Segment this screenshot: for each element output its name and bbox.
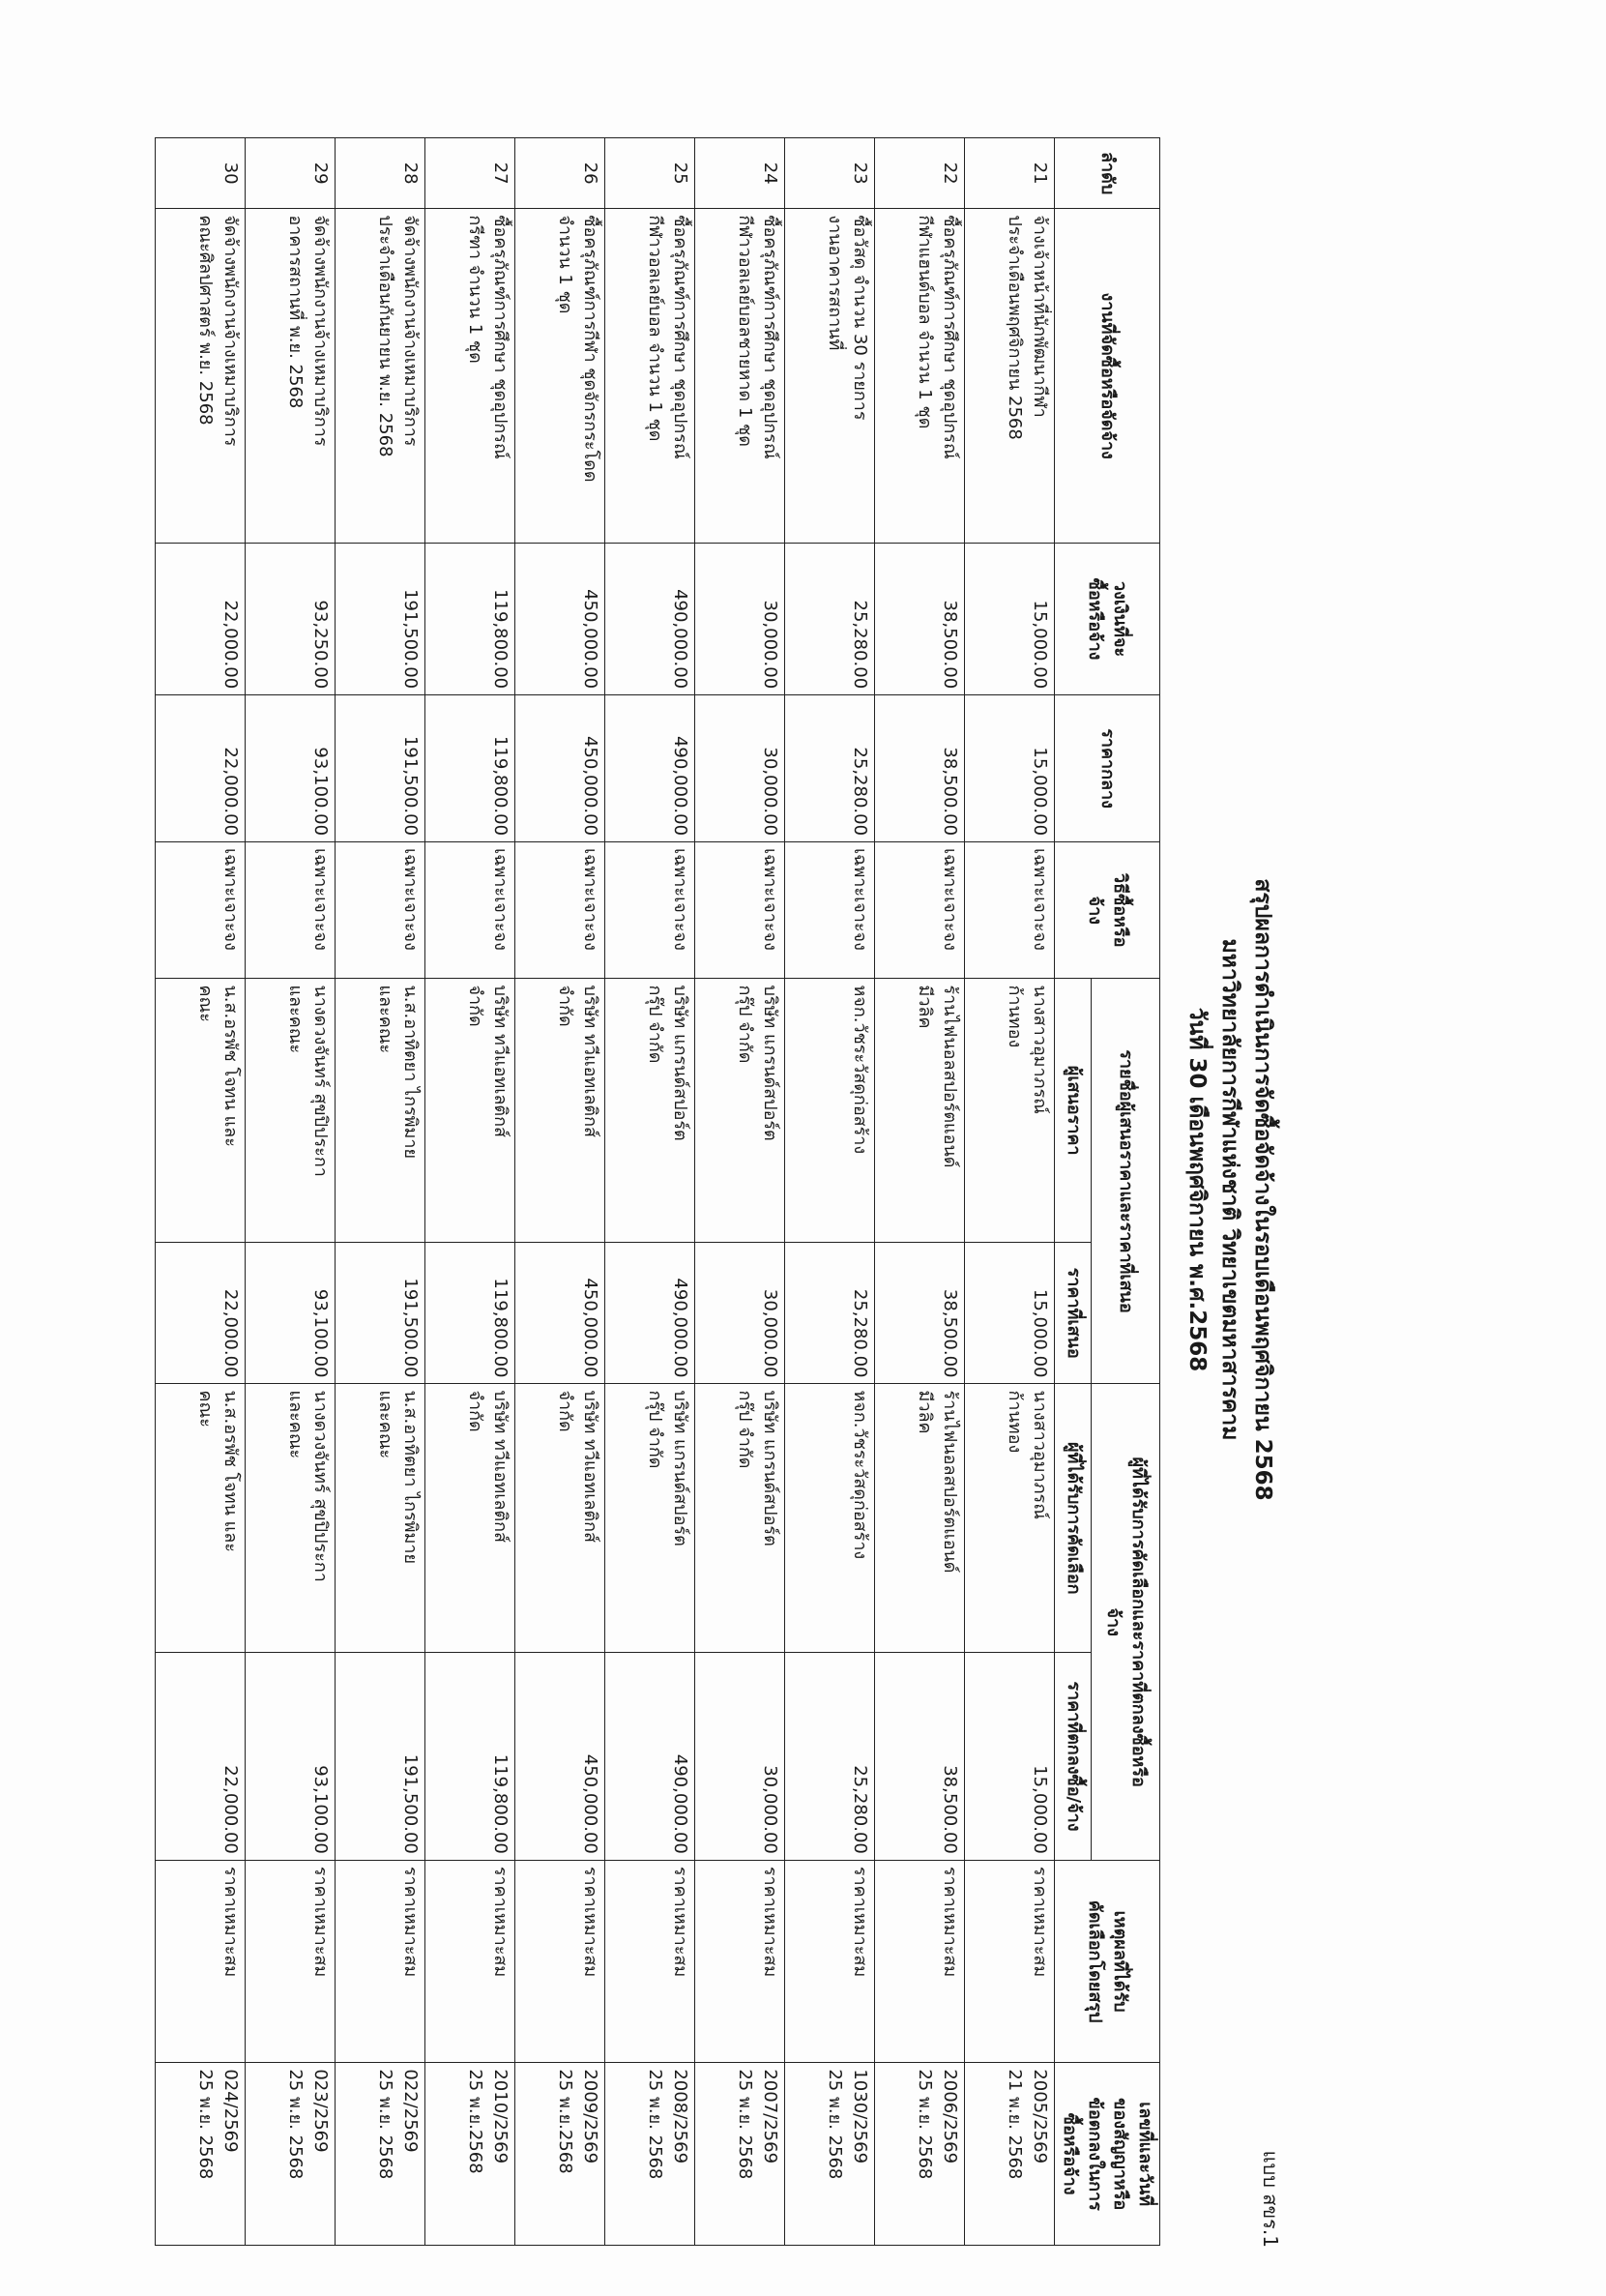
cell-selected: [336, 1384, 425, 1653]
cell-bidder: [515, 979, 605, 1242]
cell-budget: 30,000.00: [695, 544, 785, 695]
cell-no: 21: [965, 138, 1055, 209]
cell-contract-line: 024/2569: [220, 2069, 241, 2153]
table-row: [695, 138, 785, 2246]
cell-reason: ราคาเหมาะสม: [875, 1860, 965, 2063]
cell-bidder-line: ก้านทอง: [1005, 985, 1025, 1048]
cell-contract-line: 1030/2569: [850, 2069, 870, 2164]
cell-agreed-price: 22,000.00: [156, 1653, 246, 1861]
cell-selected-line: กรุ๊ป จำกัด: [645, 1390, 665, 1469]
cell-work: [785, 209, 875, 544]
cell-bidder-line: กรุ๊ป จำกัด: [735, 985, 755, 1064]
cell-selected-line: จำกัด: [465, 1390, 485, 1432]
cell-reason: ราคาเหมาะสม: [605, 1860, 695, 2063]
cell-work: [336, 209, 425, 544]
cell-median: 25,280.00: [785, 695, 875, 842]
cell-work-line: ซื้อครุภัณฑ์การศึกษา ชุดอุปกรณ์: [940, 215, 960, 459]
cell-work-line: อาคารสถานที่ พ.ย. 2568: [285, 215, 306, 409]
cell-contract-line: 25 พ.ย. 2568: [735, 2069, 755, 2180]
header-selected: ผู้ที่ได้รับการคัดเลือก: [1055, 1384, 1092, 1653]
cell-method: เฉพาะเจาะจง: [425, 842, 515, 979]
cell-work-line: จัดจ้างพนักงานจ้างเหมาบริการ: [310, 215, 331, 447]
cell-work-line: ซื้อครุภัณฑ์การศึกษา ชุดอุปกรณ์: [670, 215, 690, 459]
cell-bid-price: 119,800.00: [425, 1242, 515, 1384]
cell-work-line: กีฬาวอลเลย์บอล จำนวน 1 ชุด: [645, 215, 665, 442]
cell-work: [875, 209, 965, 544]
cell-contract: [515, 2063, 605, 2246]
cell-bidder: [246, 979, 336, 1242]
cell-work-line: ซื้อวัสดุ จำนวน 30 รายการ: [850, 215, 870, 421]
cell-selected-line: นางดวงจันทร์ สุขปิประกา: [310, 1390, 331, 1582]
cell-work-line: ประจำเดือนพฤศจิกายน 2568: [1005, 215, 1025, 440]
table-body: [156, 138, 1055, 2246]
cell-method: เฉพาะเจาะจง: [605, 842, 695, 979]
cell-contract-line: 2005/2569: [1030, 2069, 1050, 2164]
cell-bidder: [875, 979, 965, 1242]
cell-no: 22: [875, 138, 965, 209]
cell-selected-line: หจก.วัชระวัสดุก่อสร้าง: [850, 1390, 870, 1560]
cell-selected: [875, 1384, 965, 1653]
cell-bidder-line: หจก.วัชระวัสดุก่อสร้าง: [850, 985, 870, 1155]
header-reason-line: คัดเลือกโดยสรุป: [1085, 1899, 1105, 2023]
cell-reason: ราคาเหมาะสม: [156, 1860, 246, 2063]
table-row: [965, 138, 1055, 2246]
cell-median: 490,000.00: [605, 695, 695, 842]
cell-budget: 93,250.00: [246, 544, 336, 695]
cell-bidder: [785, 979, 875, 1242]
cell-selected-line: คณะ: [195, 1390, 216, 1428]
cell-no: 23: [785, 138, 875, 209]
cell-bidder-line: กรุ๊ป จำกัด: [645, 985, 665, 1064]
table-row: [246, 138, 336, 2246]
cell-selected-line: บริษัท แกรนด์สปอร์ต: [670, 1390, 690, 1546]
cell-agreed-price: 490,000.00: [605, 1653, 695, 1861]
header-no: ลำดับ: [1055, 138, 1160, 209]
cell-bid-price: 22,000.00: [156, 1242, 246, 1384]
cell-work: [965, 209, 1055, 544]
cell-reason: ราคาเหมาะสม: [695, 1860, 785, 2063]
cell-median: 30,000.00: [695, 695, 785, 842]
cell-selected-line: บริษัท ทวีแอทเลติกส์: [580, 1390, 600, 1544]
cell-selected-line: และคณะ: [285, 1390, 306, 1459]
cell-bidder-line: น.ส.อรพัช โจทน และ: [220, 985, 241, 1147]
cell-selected-line: ร้านไฟนอลสปอร์ตแอนด์: [940, 1390, 960, 1574]
cell-work-line: คณะศิลปศาสตร์ พ.ย. 2568: [195, 215, 216, 426]
cell-bidder-line: ร้านไฟนอลสปอร์ตแอนด์: [940, 985, 960, 1168]
header-selected-group-line: จ้าง: [1103, 1607, 1124, 1636]
rotated-document: [111, 126, 1286, 2253]
cell-agreed-price: 38,500.00: [875, 1653, 965, 1861]
cell-no: 27: [425, 138, 515, 209]
cell-contract: [336, 2063, 425, 2246]
cell-selected: [695, 1384, 785, 1653]
cell-bidder-line: และคณะ: [285, 985, 306, 1054]
cell-contract-line: 022/2569: [400, 2069, 421, 2153]
cell-bidder-line: คณะ: [195, 985, 216, 1022]
cell-method: เฉพาะเจาะจง: [695, 842, 785, 979]
cell-contract-line: 2008/2569: [670, 2069, 690, 2164]
header-median: ราคากลาง: [1055, 695, 1160, 842]
cell-contract-line: 2010/2569: [490, 2069, 511, 2164]
table-row: [515, 138, 605, 2246]
cell-budget: 119,800.00: [425, 544, 515, 695]
cell-method: เฉพาะเจาะจง: [336, 842, 425, 979]
header-method-line: จ้าง: [1085, 896, 1105, 925]
cell-contract: [695, 2063, 785, 2246]
header-contract: [1055, 2063, 1160, 2246]
cell-selected-line: จำกัด: [555, 1390, 575, 1432]
cell-bidder-line: นางสาวอุมาภรณ์: [1030, 985, 1050, 1114]
document-date: วันที่ 30 เดือนพฤศจิกายน พ.ศ.2568: [1184, 1007, 1210, 1372]
organization-name: มหาวิทยาลัยการกีฬาแห่งชาติ วิทยาเขตมหาสารคาม: [1217, 938, 1242, 1441]
header-reason: [1055, 1860, 1160, 2063]
cell-selected-line: น.ส.อรพัช โจทน และ: [220, 1390, 241, 1552]
cell-bidder-line: บริษัท แกรนด์สปอร์ต: [760, 985, 780, 1141]
cell-contract-line: 25 พ.ย. 2568: [645, 2069, 665, 2180]
cell-bid-price: 490,000.00: [605, 1242, 695, 1384]
header-contract-line: เลขที่และวันที่: [1135, 2102, 1155, 2207]
cell-median: 93,100.00: [246, 695, 336, 842]
cell-selected: [425, 1384, 515, 1653]
cell-contract: [246, 2063, 336, 2246]
cell-contract: [425, 2063, 515, 2246]
cell-selected-line: และคณะ: [375, 1390, 395, 1459]
cell-bid-price: 450,000.00: [515, 1242, 605, 1384]
cell-work-line: กีฬาแฮนด์บอล จำนวน 1 ชุด: [915, 215, 935, 429]
cell-selected: [246, 1384, 336, 1653]
cell-contract: [785, 2063, 875, 2246]
cell-method: เฉพาะเจาะจง: [785, 842, 875, 979]
cell-selected-line: กรุ๊ป จำกัด: [735, 1390, 755, 1469]
cell-selected-line: บริษัท ทวีแอทเลติกส์: [490, 1390, 511, 1544]
cell-work-line: ประจำเดือนกันยายน พ.ย. 2568: [375, 215, 395, 457]
cell-agreed-price: 25,280.00: [785, 1653, 875, 1861]
cell-contract-line: 023/2569: [310, 2069, 331, 2153]
cell-bid-price: 15,000.00: [965, 1242, 1055, 1384]
cell-work: [246, 209, 336, 544]
cell-method: เฉพาะเจาะจง: [246, 842, 336, 979]
cell-contract-line: 25 พ.ย. 2568: [195, 2069, 216, 2180]
cell-work-line: ซื้อครุภัณฑ์การกีฬา ชุดจักรกระโดด: [580, 215, 600, 483]
cell-contract-line: 25 พ.ย.2568: [465, 2069, 485, 2174]
cell-work: [695, 209, 785, 544]
cell-work-line: จัดจ้างพนักงานจ้างเหมาบริการ: [400, 215, 421, 447]
cell-agreed-price: 30,000.00: [695, 1653, 785, 1861]
cell-contract-line: 25 พ.ย. 2568: [285, 2069, 306, 2180]
cell-selected-line: น.ส.อาทิตยา ไกรพิมาย: [400, 1390, 421, 1565]
cell-bidder-line: บริษัท แกรนด์สปอร์ต: [670, 985, 690, 1141]
header-contract-line: ของสัญญาหรือ: [1110, 2098, 1130, 2211]
cell-median: 450,000.00: [515, 695, 605, 842]
cell-median: 38,500.00: [875, 695, 965, 842]
cell-bid-price: 93,100.00: [246, 1242, 336, 1384]
cell-work-line: ซื้อครุภัณฑ์การศึกษา ชุดอุปกรณ์: [760, 215, 780, 459]
cell-reason: ราคาเหมาะสม: [785, 1860, 875, 2063]
cell-bidder-line: บริษัท ทวีแอทเลติกส์: [580, 985, 600, 1138]
table-row: [785, 138, 875, 2246]
cell-selected-line: ก้านทอง: [1005, 1390, 1025, 1454]
cell-work-line: ซื้อครุภัณฑ์การศึกษา ชุดอุปกรณ์: [490, 215, 511, 459]
cell-no: 30: [156, 138, 246, 209]
cell-no: 25: [605, 138, 695, 209]
cell-work-line: จัดจ้างพนักงานจ้างเหมาบริการ: [220, 215, 241, 447]
cell-work: [156, 209, 246, 544]
cell-bidder-line: จำกัด: [465, 985, 485, 1027]
cell-method: เฉพาะเจาะจง: [875, 842, 965, 979]
cell-reason: ราคาเหมาะสม: [336, 1860, 425, 2063]
cell-method: เฉพาะเจาะจง: [515, 842, 605, 979]
cell-contract-line: 25 พ.ย. 2568: [825, 2069, 845, 2180]
cell-agreed-price: 119,800.00: [425, 1653, 515, 1861]
header-bid-price: ราคาที่เสนอ: [1055, 1242, 1092, 1384]
header-method-line: วิธีซื้อหรือ: [1110, 873, 1130, 948]
cell-contract-line: 25 พ.ย. 2568: [915, 2069, 935, 2180]
cell-contract-line: 25 พ.ย.2568: [555, 2069, 575, 2174]
cell-selected: [965, 1384, 1055, 1653]
cell-reason: ราคาเหมาะสม: [515, 1860, 605, 2063]
cell-median: 15,000.00: [965, 695, 1055, 842]
header-reason-line: เหตุผลที่ได้รับ: [1110, 1910, 1130, 2013]
cell-contract-line: 25 พ.ย. 2568: [375, 2069, 395, 2180]
cell-selected: [515, 1384, 605, 1653]
header-contract-line: ซื้อหรือจ้าง: [1060, 2112, 1080, 2195]
cell-no: 24: [695, 138, 785, 209]
header-work: งานที่จัดซื้อหรือจัดจ้าง: [1055, 209, 1160, 544]
cell-bidder-line: และคณะ: [375, 985, 395, 1054]
cell-no: 28: [336, 138, 425, 209]
cell-selected-line: มีวลิค: [915, 1390, 935, 1434]
cell-bidder: [336, 979, 425, 1242]
cell-contract-line: 2007/2569: [760, 2069, 780, 2164]
header-selected-group-line: ผู้ที่ได้รับการคัดเลือกและราคาที่ตกลงซื้อหรือ: [1128, 1457, 1150, 1787]
cell-work-line: กีฬาวอลเลย์บอลชายหาด 1 ชุด: [735, 215, 755, 447]
cell-budget: 25,280.00: [785, 544, 875, 695]
cell-work-line: งานอาคารสถานที่: [825, 215, 845, 351]
cell-budget: 38,500.00: [875, 544, 965, 695]
cell-median: 22,000.00: [156, 695, 246, 842]
cell-work: [425, 209, 515, 544]
cell-selected-line: นางสาวอุมาภรณ์: [1030, 1390, 1050, 1519]
cell-agreed-price: 191,500.00: [336, 1653, 425, 1861]
cell-work-line: จำนวน 1 ชุด: [555, 215, 575, 314]
cell-contract: [875, 2063, 965, 2246]
cell-bidder: [695, 979, 785, 1242]
cell-selected: [156, 1384, 246, 1653]
procurement-table: [155, 137, 1160, 2246]
cell-work-line: จ้างเจ้าหน้าที่นักพัฒนากีฬา: [1030, 215, 1050, 418]
cell-budget: 450,000.00: [515, 544, 605, 695]
cell-work: [515, 209, 605, 544]
cell-bid-price: 30,000.00: [695, 1242, 785, 1384]
header-contract-line: ข้อตกลงในการ: [1085, 2097, 1105, 2211]
cell-contract-line: 2006/2569: [940, 2069, 960, 2164]
table-row: [156, 138, 246, 2246]
cell-bidder-line: มีวลิค: [915, 985, 935, 1029]
cell-reason: ราคาเหมาะสม: [425, 1860, 515, 2063]
form-code: แบบ สขร.1: [1259, 2150, 1282, 2248]
cell-agreed-price: 93,100.00: [246, 1653, 336, 1861]
cell-agreed-price: 15,000.00: [965, 1653, 1055, 1861]
cell-bidder: [425, 979, 515, 1242]
table-row: [425, 138, 515, 2246]
cell-median: 119,800.00: [425, 695, 515, 842]
cell-contract: [965, 2063, 1055, 2246]
cell-budget: 22,000.00: [156, 544, 246, 695]
header-budget-line: วงเงินที่จะ: [1110, 580, 1130, 658]
cell-method: เฉพาะเจาะจง: [156, 842, 246, 979]
header-budget: [1055, 544, 1160, 695]
cell-agreed-price: 450,000.00: [515, 1653, 605, 1861]
header-bidders-group: รายชื่อผู้เสนอราคาและราคาที่เสนอ: [1092, 979, 1160, 1384]
cell-no: 29: [246, 138, 336, 209]
cell-budget: 490,000.00: [605, 544, 695, 695]
cell-bidder: [605, 979, 695, 1242]
document-title: สรุปผลการดำเนินการจัดซื้อจัดจ้างในรอบเดือนพฤศจิกายน 2568: [1250, 878, 1275, 1501]
cell-bid-price: 38,500.00: [875, 1242, 965, 1384]
cell-contract: [605, 2063, 695, 2246]
cell-no: 26: [515, 138, 605, 209]
cell-work: [605, 209, 695, 544]
header-selected-group: [1092, 1384, 1160, 1860]
cell-bidder-line: น.ส.อาทิตยา ไกรพิมาย: [400, 985, 421, 1160]
cell-bid-price: 191,500.00: [336, 1242, 425, 1384]
cell-contract: [156, 2063, 246, 2246]
cell-budget: 15,000.00: [965, 544, 1055, 695]
cell-budget: 191,500.00: [336, 544, 425, 695]
cell-bidder-line: นางดวงจันทร์ สุขปิประกา: [310, 985, 331, 1177]
header-budget-line: ซื้อหรือจ้าง: [1085, 577, 1105, 661]
cell-work-line: กรีฑา จำนวน 1 ชุด: [465, 215, 485, 364]
cell-selected: [605, 1384, 695, 1653]
cell-bidder-line: จำกัด: [555, 985, 575, 1027]
cell-method: เฉพาะเจาะจง: [965, 842, 1055, 979]
table-row: [336, 138, 425, 2246]
cell-bidder: [965, 979, 1055, 1242]
cell-contract-line: 2009/2569: [580, 2069, 600, 2164]
cell-selected-line: บริษัท แกรนด์สปอร์ต: [760, 1390, 780, 1546]
cell-reason: ราคาเหมาะสม: [246, 1860, 336, 2063]
cell-bid-price: 25,280.00: [785, 1242, 875, 1384]
header-method: [1055, 842, 1160, 979]
table-row: [875, 138, 965, 2246]
header-agreed-price: ราคาที่ตกลงซื้อ/จ้าง: [1055, 1653, 1092, 1861]
cell-bidder-line: บริษัท ทวีแอทเลติกส์: [490, 985, 511, 1138]
cell-bidder: [156, 979, 246, 1242]
cell-median: 191,500.00: [336, 695, 425, 842]
cell-reason: ราคาเหมาะสม: [965, 1860, 1055, 2063]
cell-contract-line: 21 พ.ย. 2568: [1005, 2069, 1025, 2180]
table-row: [605, 138, 695, 2246]
cell-selected: [785, 1384, 875, 1653]
header-bidder: ผู้เสนอราคา: [1055, 979, 1092, 1242]
